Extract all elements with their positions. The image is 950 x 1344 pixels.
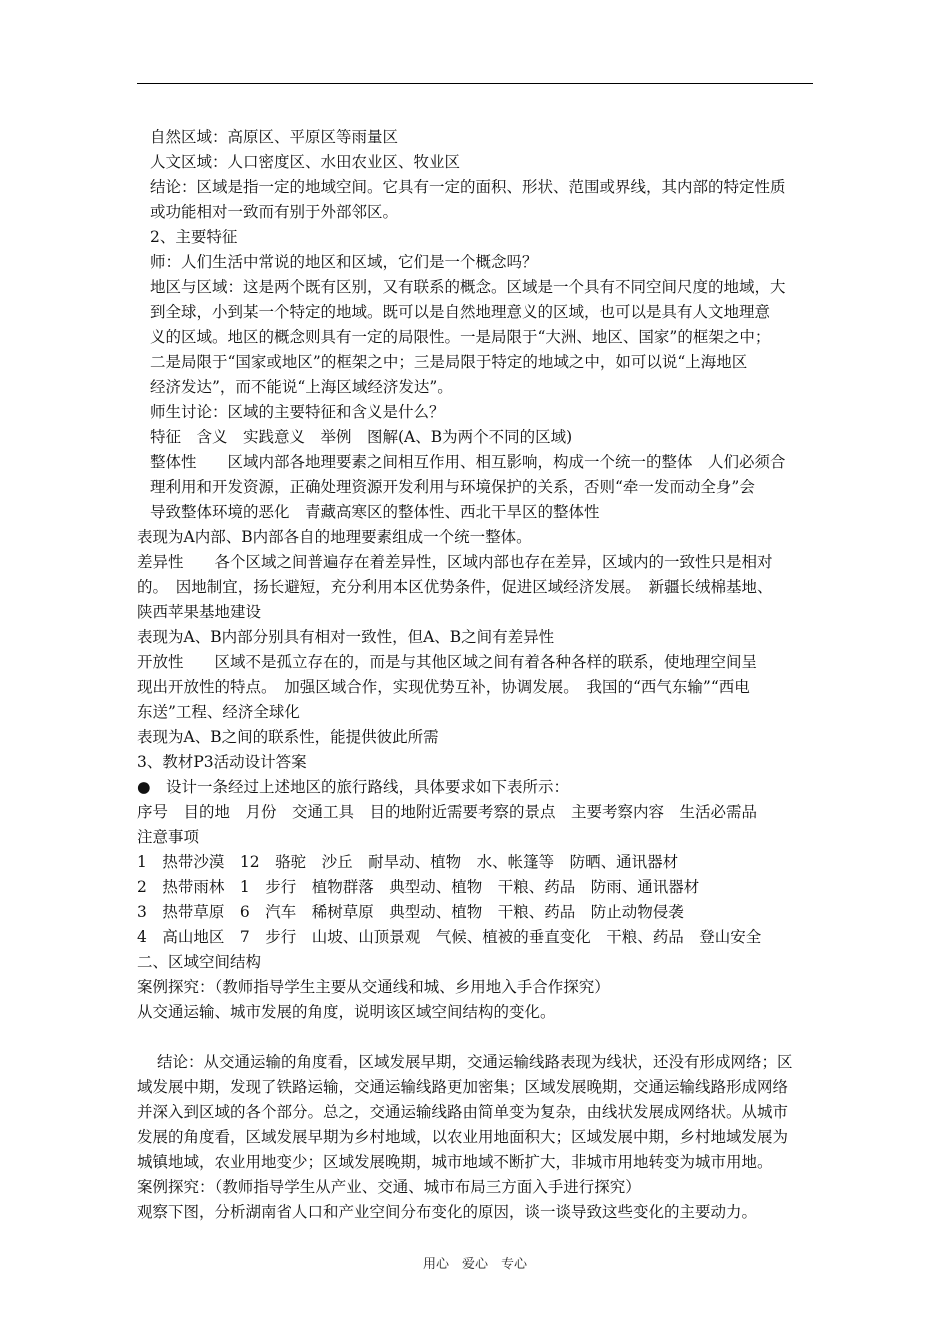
page-footer: 用心 爱心 专心 [422, 1257, 527, 1272]
text-line: 或功能相对一致而有别于外部邻区。 [150, 203, 399, 221]
section-heading: 3、教材P3活动设计答案 [137, 753, 307, 771]
text-line: 师：人们生活中常说的地区和区域，它们是一个概念吗？ [150, 253, 538, 271]
text-line: 发展的角度看，区域发展早期为乡村地域，以农业用地面积大；区域发展中期，乡村地域发展为 [137, 1128, 789, 1146]
text-line: 现出开放性的特点。 加强区域合作，实现优势互补，协调发展。 我国的“西气东输”“西电 [137, 678, 750, 696]
text-line: 导致整体环境的恶化 青藏高寒区的整体性、西北干旱区的整体性 [150, 503, 600, 521]
text-line: 案例探究：（教师指导学生从产业、交通、城市布局三方面入手进行探究） [137, 1178, 641, 1196]
text-line: 二是局限于“国家或地区”的框架之中；三是局限于特定的地域之中，如可以说“上海地区 [150, 353, 748, 371]
text-line: 自然区域：高原区、平原区等雨量区 [150, 128, 399, 146]
text-line: 义的区域。地区的概念则具有一定的局限性。一是局限于“大洲、地区、国家”的框架之中； [150, 328, 771, 346]
text-line: 表现为A内部、B内部各自的地理要素组成一个统一整体。 [137, 528, 532, 546]
text-line: 陕西苹果基地建设 [137, 603, 262, 621]
section-heading: 2、主要特征 [150, 228, 238, 246]
text-line: 东送”工程、经济全球化 [137, 703, 300, 721]
text-line: 地区与区域：这是两个既有区别，又有联系的概念。区域是一个具有不同空间尺度的地域，大 [150, 278, 786, 296]
text-line: 理利用和开发资源，正确处理资源开发利用与环境保护的关系，否则“牵一发而动全身”会 [150, 478, 755, 496]
text-line: 并深入到区域的各个部分。总之，交通运输线路由简单变为复杂，由线状发展成网络状。从城市 [137, 1103, 789, 1121]
text-line: 开放性 区域不是孤立存在的，而是与其他区域之间有着各种各样的联系，使地理空间呈 [137, 653, 758, 671]
text-line: 结论：从交通运输的角度看，区域发展早期，交通运输线路表现为线状，还没有形成网络；区 [157, 1053, 793, 1071]
section-heading: 二、区域空间结构 [137, 953, 262, 971]
text-line: 从交通运输、城市发展的角度，说明该区域空间结构的变化。 [137, 1003, 556, 1021]
text-line: 的。 因地制宜，扬长避短，充分利用本区优势条件，促进区域经济发展。 新疆长绒棉基地、 [137, 578, 773, 596]
text-line: 经济发达”，而不能说“上海区域经济发达”。 [150, 378, 453, 396]
text-line: 案例探究：（教师指导学生主要从交通线和城、乡用地入手合作探究） [137, 978, 610, 996]
table-header-line: 注意事项 [137, 828, 200, 846]
text-line: 城镇地域，农业用地变少；区域发展晚期，城市地域不断扩大，非城市用地转变为城市用地。 [137, 1153, 773, 1171]
bullet-line: ● 设计一条经过上述地区的旅行路线，具体要求如下表所示： [137, 778, 570, 796]
text-line: 域发展中期，发现了铁路运输，交通运输线路更加密集；区域发展晚期，交通运输线路形成网络 [137, 1078, 789, 1096]
text-line: 表现为A、B之间的联系性，能提供彼此所需 [137, 728, 439, 746]
text-line: 到全球，小到某一个特定的地域。既可以是自然地理意义的区域，也可以是具有人文地理意 [150, 303, 771, 321]
text-line: 人文区域：人口密度区、水田农业区、牧业区 [150, 153, 461, 171]
table-row: 4 高山地区 7 步行 山坡、山顶景观 气候、植被的垂直变化 干粮、药品 登山安全 [137, 928, 762, 946]
text-line: 观察下图，分析湖南省人口和产业空间分布变化的原因，谈一谈导致这些变化的主要动力。 [137, 1203, 758, 1221]
text-line: 结论：区域是指一定的地域空间。它具有一定的面积、形状、范围或界线，其内部的特定性质 [150, 178, 786, 196]
table-row: 1 热带沙漠 12 骆驼 沙丘 耐旱动、植物 水、帐篷等 防晒、通讯器材 [137, 853, 679, 871]
header-rule [137, 83, 813, 84]
text-line: 表现为A、B内部分别具有相对一致性，但A、B之间有差异性 [137, 628, 555, 646]
table-header-line: 序号 目的地 月份 交通工具 目的地附近需要考察的景点 主要考察内容 生活必需品 [137, 803, 758, 821]
text-line: 整体性 区域内部各地理要素之间相互作用、相互影响，构成一个统一的整体 人们必须合 [150, 453, 786, 471]
text-line: 师生讨论：区域的主要特征和含义是什么？ [150, 403, 445, 421]
text-line: 差异性 各个区域之间普遍存在着差异性，区域内部也存在差异，区域内的一致性只是相对 [137, 553, 773, 571]
table-row: 3 热带草原 6 汽车 稀树草原 典型动、植物 干粮、药品 防止动物侵袭 [137, 903, 684, 921]
table-row: 2 热带雨林 1 步行 植物群落 典型动、植物 干粮、药品 防雨、通讯器材 [137, 878, 700, 896]
table-header-line: 特征 含义 实践意义 举例 图解(A、B为两个不同的区域) [150, 428, 573, 446]
